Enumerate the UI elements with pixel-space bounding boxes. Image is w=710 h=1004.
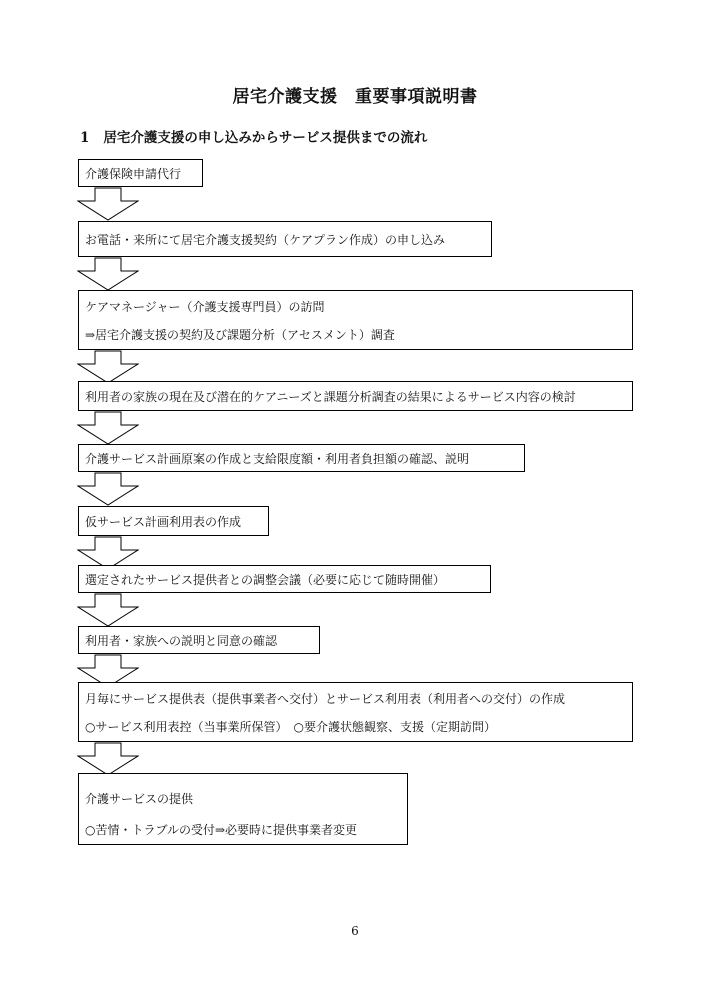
section-heading: [80, 126, 427, 146]
flow-step-text: 選定されたサービス提供者との調整会議（必要に応じて随時開催）: [85, 573, 446, 587]
flow-step-text: 仮サービス計画利用表の作成: [85, 515, 242, 529]
down-arrow-icon: [77, 472, 139, 506]
flow-step-text: ○苦情・トラブルの受付⇒必要時に提供事業者変更: [85, 823, 358, 837]
down-arrow-icon: [77, 742, 139, 776]
document-title: 居宅介護支援 重要事項説明書: [232, 87, 478, 107]
flow-step-5: [78, 444, 525, 472]
flow-step-text: ○サービス利用表控（当事業所保管） ○要介護状態観察、支援（定期訪問）: [85, 720, 496, 734]
flow-step-text: 月毎にサービス提供表（提供事業者へ交付）とサービス利用表（利用者への交付）の作成: [85, 692, 566, 706]
down-arrow-icon: [77, 187, 139, 221]
down-arrow-icon: [77, 257, 139, 291]
flow-step-3: [78, 290, 633, 350]
flow-step-text: ケアマネージャー（介護支援専門員）の訪問: [85, 300, 325, 314]
flow-step-text: 介護サービス計画原案の作成と支給限度額・利用者負担額の確認、説明: [85, 452, 470, 466]
flow-step-text: 介護サービスの提供: [85, 792, 194, 806]
section-number: 1: [80, 130, 90, 146]
page-number: 6: [351, 924, 359, 938]
down-arrow-icon: [77, 350, 139, 384]
flow-step-text: 利用者の家族の現在及び潜在的ケアニーズと課題分析調査の結果によるサービス内容の検討: [85, 390, 576, 404]
flow-step-text: 利用者・家族への説明と同意の確認: [85, 634, 278, 648]
flow-step-10: [78, 773, 408, 845]
flow-step-text: 介護保険申請代行: [85, 167, 182, 181]
flow-step-text: お電話・来所にて居宅介護支援契約（ケアプラン作成）の申し込み: [85, 233, 446, 247]
flow-step-7: [78, 565, 491, 593]
down-arrow-icon: [77, 593, 139, 627]
flow-step-2: [78, 221, 492, 257]
flow-step-8: [78, 626, 320, 654]
flow-step-4: [78, 381, 633, 411]
flow-step-text: ⇒居宅介護支援の契約及び課題分析（アセスメント）調査: [85, 328, 395, 342]
flow-step-1: [78, 159, 203, 187]
section-heading-text: 居宅介護支援の申し込みからサービス提供までの流れ: [103, 130, 428, 146]
flow-step-6: [78, 506, 269, 536]
flow-step-9: [78, 682, 633, 742]
down-arrow-icon: [77, 411, 139, 445]
